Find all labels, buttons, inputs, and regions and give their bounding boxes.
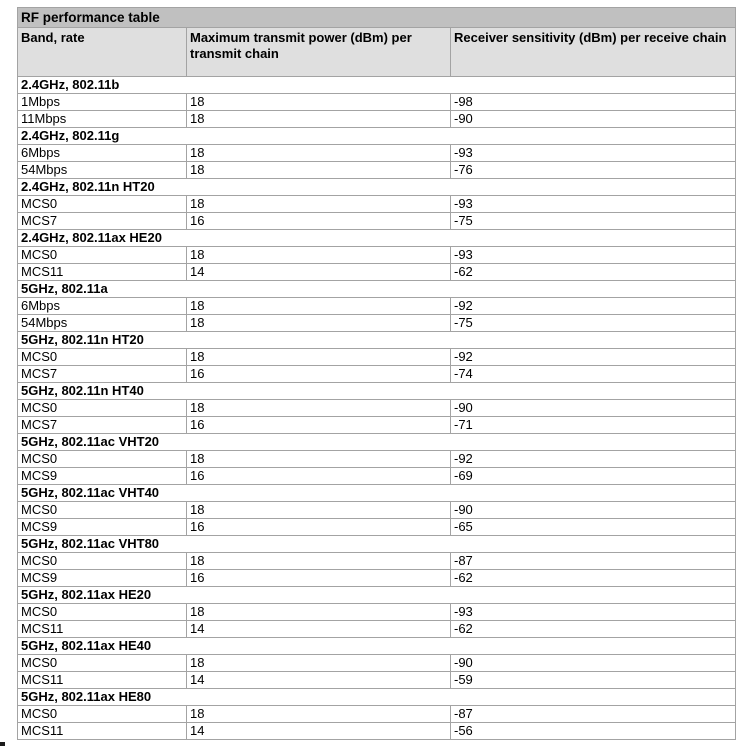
table-row: [18, 247, 736, 264]
tx-power-cell: 16: [187, 570, 451, 587]
table-row: [18, 604, 736, 621]
section-label: 5GHz, 802.11ac VHT40: [18, 485, 736, 502]
tx-power-cell: 14: [187, 672, 451, 689]
rx-sensitivity-cell: -90: [451, 655, 736, 672]
section-row: [18, 638, 736, 655]
tx-power-cell: 18: [187, 706, 451, 723]
table-row: [18, 162, 736, 179]
rate-cell: MCS7: [18, 366, 187, 383]
rf-performance-table: [17, 7, 736, 740]
rx-sensitivity-cell: -75: [451, 213, 736, 230]
rate-cell: MCS7: [18, 213, 187, 230]
rx-sensitivity-cell: -74: [451, 366, 736, 383]
tx-power-cell: 16: [187, 366, 451, 383]
tx-power-cell: 18: [187, 94, 451, 111]
rx-sensitivity-cell: -62: [451, 621, 736, 638]
rx-sensitivity-cell: -65: [451, 519, 736, 536]
rx-sensitivity-cell: -90: [451, 502, 736, 519]
tx-power-cell: 18: [187, 247, 451, 264]
rx-sensitivity-cell: -62: [451, 570, 736, 587]
rate-cell: 1Mbps: [18, 94, 187, 111]
rx-sensitivity-cell: -62: [451, 264, 736, 281]
rate-cell: MCS0: [18, 655, 187, 672]
section-row: [18, 383, 736, 400]
tx-power-cell: 16: [187, 213, 451, 230]
table-row: [18, 264, 736, 281]
rx-sensitivity-cell: -93: [451, 196, 736, 213]
tx-power-cell: 18: [187, 553, 451, 570]
column-header-band-rate: Band, rate: [18, 28, 187, 77]
section-label: 2.4GHz, 802.11g: [18, 128, 736, 145]
section-row: [18, 434, 736, 451]
rate-cell: MCS11: [18, 264, 187, 281]
section-row: [18, 536, 736, 553]
rx-sensitivity-cell: -93: [451, 145, 736, 162]
table-row: [18, 315, 736, 332]
rate-cell: 6Mbps: [18, 298, 187, 315]
tx-power-cell: 16: [187, 519, 451, 536]
tx-power-cell: 18: [187, 111, 451, 128]
table-row: [18, 298, 736, 315]
table-row: [18, 400, 736, 417]
table-row: [18, 349, 736, 366]
table-row: [18, 570, 736, 587]
column-header-row: [18, 28, 736, 77]
section-label: 2.4GHz, 802.11b: [18, 77, 736, 94]
tx-power-cell: 18: [187, 604, 451, 621]
rx-sensitivity-cell: -90: [451, 111, 736, 128]
rx-sensitivity-cell: -76: [451, 162, 736, 179]
tx-power-cell: 14: [187, 723, 451, 740]
rx-sensitivity-cell: -69: [451, 468, 736, 485]
table-row: [18, 145, 736, 162]
table-row: [18, 519, 736, 536]
section-row: [18, 230, 736, 247]
table-row: [18, 502, 736, 519]
section-row: [18, 179, 736, 196]
section-row: [18, 485, 736, 502]
rx-sensitivity-cell: -56: [451, 723, 736, 740]
table-title-row: [18, 8, 736, 28]
tx-power-cell: 18: [187, 655, 451, 672]
rate-cell: MCS11: [18, 672, 187, 689]
table-title: RF performance table: [18, 8, 736, 28]
rate-cell: MCS7: [18, 417, 187, 434]
rate-cell: MCS0: [18, 553, 187, 570]
table-row: [18, 196, 736, 213]
tx-power-cell: 16: [187, 468, 451, 485]
rx-sensitivity-cell: -92: [451, 349, 736, 366]
rate-cell: MCS11: [18, 723, 187, 740]
table-row: [18, 111, 736, 128]
section-label: 2.4GHz, 802.11ax HE20: [18, 230, 736, 247]
section-row: [18, 689, 736, 706]
column-header-receiver-sensitivity: Receiver sensitivity (dBm) per receive chain: [451, 28, 736, 77]
section-label: 5GHz, 802.11n HT40: [18, 383, 736, 400]
tx-power-cell: 18: [187, 502, 451, 519]
rate-cell: MCS0: [18, 502, 187, 519]
tx-power-cell: 18: [187, 400, 451, 417]
tx-power-cell: 18: [187, 349, 451, 366]
rate-cell: 54Mbps: [18, 315, 187, 332]
table-row: [18, 417, 736, 434]
rate-cell: MCS0: [18, 451, 187, 468]
table-row: [18, 451, 736, 468]
table-row: [18, 655, 736, 672]
tx-power-cell: 18: [187, 315, 451, 332]
rx-sensitivity-cell: -71: [451, 417, 736, 434]
rate-cell: MCS11: [18, 621, 187, 638]
rx-sensitivity-cell: -92: [451, 451, 736, 468]
table-body: [18, 77, 736, 740]
section-label: 2.4GHz, 802.11n HT20: [18, 179, 736, 196]
table-row: [18, 553, 736, 570]
rate-cell: 54Mbps: [18, 162, 187, 179]
section-row: [18, 587, 736, 604]
section-label: 5GHz, 802.11ax HE40: [18, 638, 736, 655]
section-row: [18, 332, 736, 349]
rate-cell: 11Mbps: [18, 111, 187, 128]
rate-cell: MCS0: [18, 349, 187, 366]
section-label: 5GHz, 802.11ac VHT20: [18, 434, 736, 451]
tx-power-cell: 18: [187, 298, 451, 315]
rx-sensitivity-cell: -98: [451, 94, 736, 111]
tx-power-cell: 14: [187, 264, 451, 281]
section-label: 5GHz, 802.11n HT20: [18, 332, 736, 349]
rate-cell: MCS0: [18, 400, 187, 417]
section-row: [18, 128, 736, 145]
tx-power-cell: 18: [187, 162, 451, 179]
section-label: 5GHz, 802.11ac VHT80: [18, 536, 736, 553]
table-row: [18, 672, 736, 689]
tx-power-cell: 18: [187, 196, 451, 213]
section-row: [18, 281, 736, 298]
rate-cell: MCS9: [18, 570, 187, 587]
table-row: [18, 366, 736, 383]
rate-cell: MCS0: [18, 196, 187, 213]
tx-power-cell: 18: [187, 145, 451, 162]
table-row: [18, 94, 736, 111]
section-label: 5GHz, 802.11ax HE80: [18, 689, 736, 706]
rx-sensitivity-cell: -90: [451, 400, 736, 417]
rate-cell: MCS9: [18, 519, 187, 536]
rx-sensitivity-cell: -93: [451, 247, 736, 264]
table-row: [18, 621, 736, 638]
table-row: [18, 468, 736, 485]
rx-sensitivity-cell: -93: [451, 604, 736, 621]
column-header-max-transmit-power: Maximum transmit power (dBm) per transmit chain: [187, 28, 451, 77]
rx-sensitivity-cell: -92: [451, 298, 736, 315]
bottom-left-artifact: [0, 742, 5, 746]
section-row: [18, 77, 736, 94]
tx-power-cell: 14: [187, 621, 451, 638]
rate-cell: MCS9: [18, 468, 187, 485]
rx-sensitivity-cell: -59: [451, 672, 736, 689]
rate-cell: MCS0: [18, 247, 187, 264]
section-label: 5GHz, 802.11ax HE20: [18, 587, 736, 604]
table-row: [18, 723, 736, 740]
rate-cell: MCS0: [18, 604, 187, 621]
rate-cell: 6Mbps: [18, 145, 187, 162]
rx-sensitivity-cell: -87: [451, 553, 736, 570]
table-row: [18, 213, 736, 230]
rate-cell: MCS0: [18, 706, 187, 723]
tx-power-cell: 16: [187, 417, 451, 434]
tx-power-cell: 18: [187, 451, 451, 468]
rx-sensitivity-cell: -87: [451, 706, 736, 723]
section-label: 5GHz, 802.11a: [18, 281, 736, 298]
rx-sensitivity-cell: -75: [451, 315, 736, 332]
table-row: [18, 706, 736, 723]
